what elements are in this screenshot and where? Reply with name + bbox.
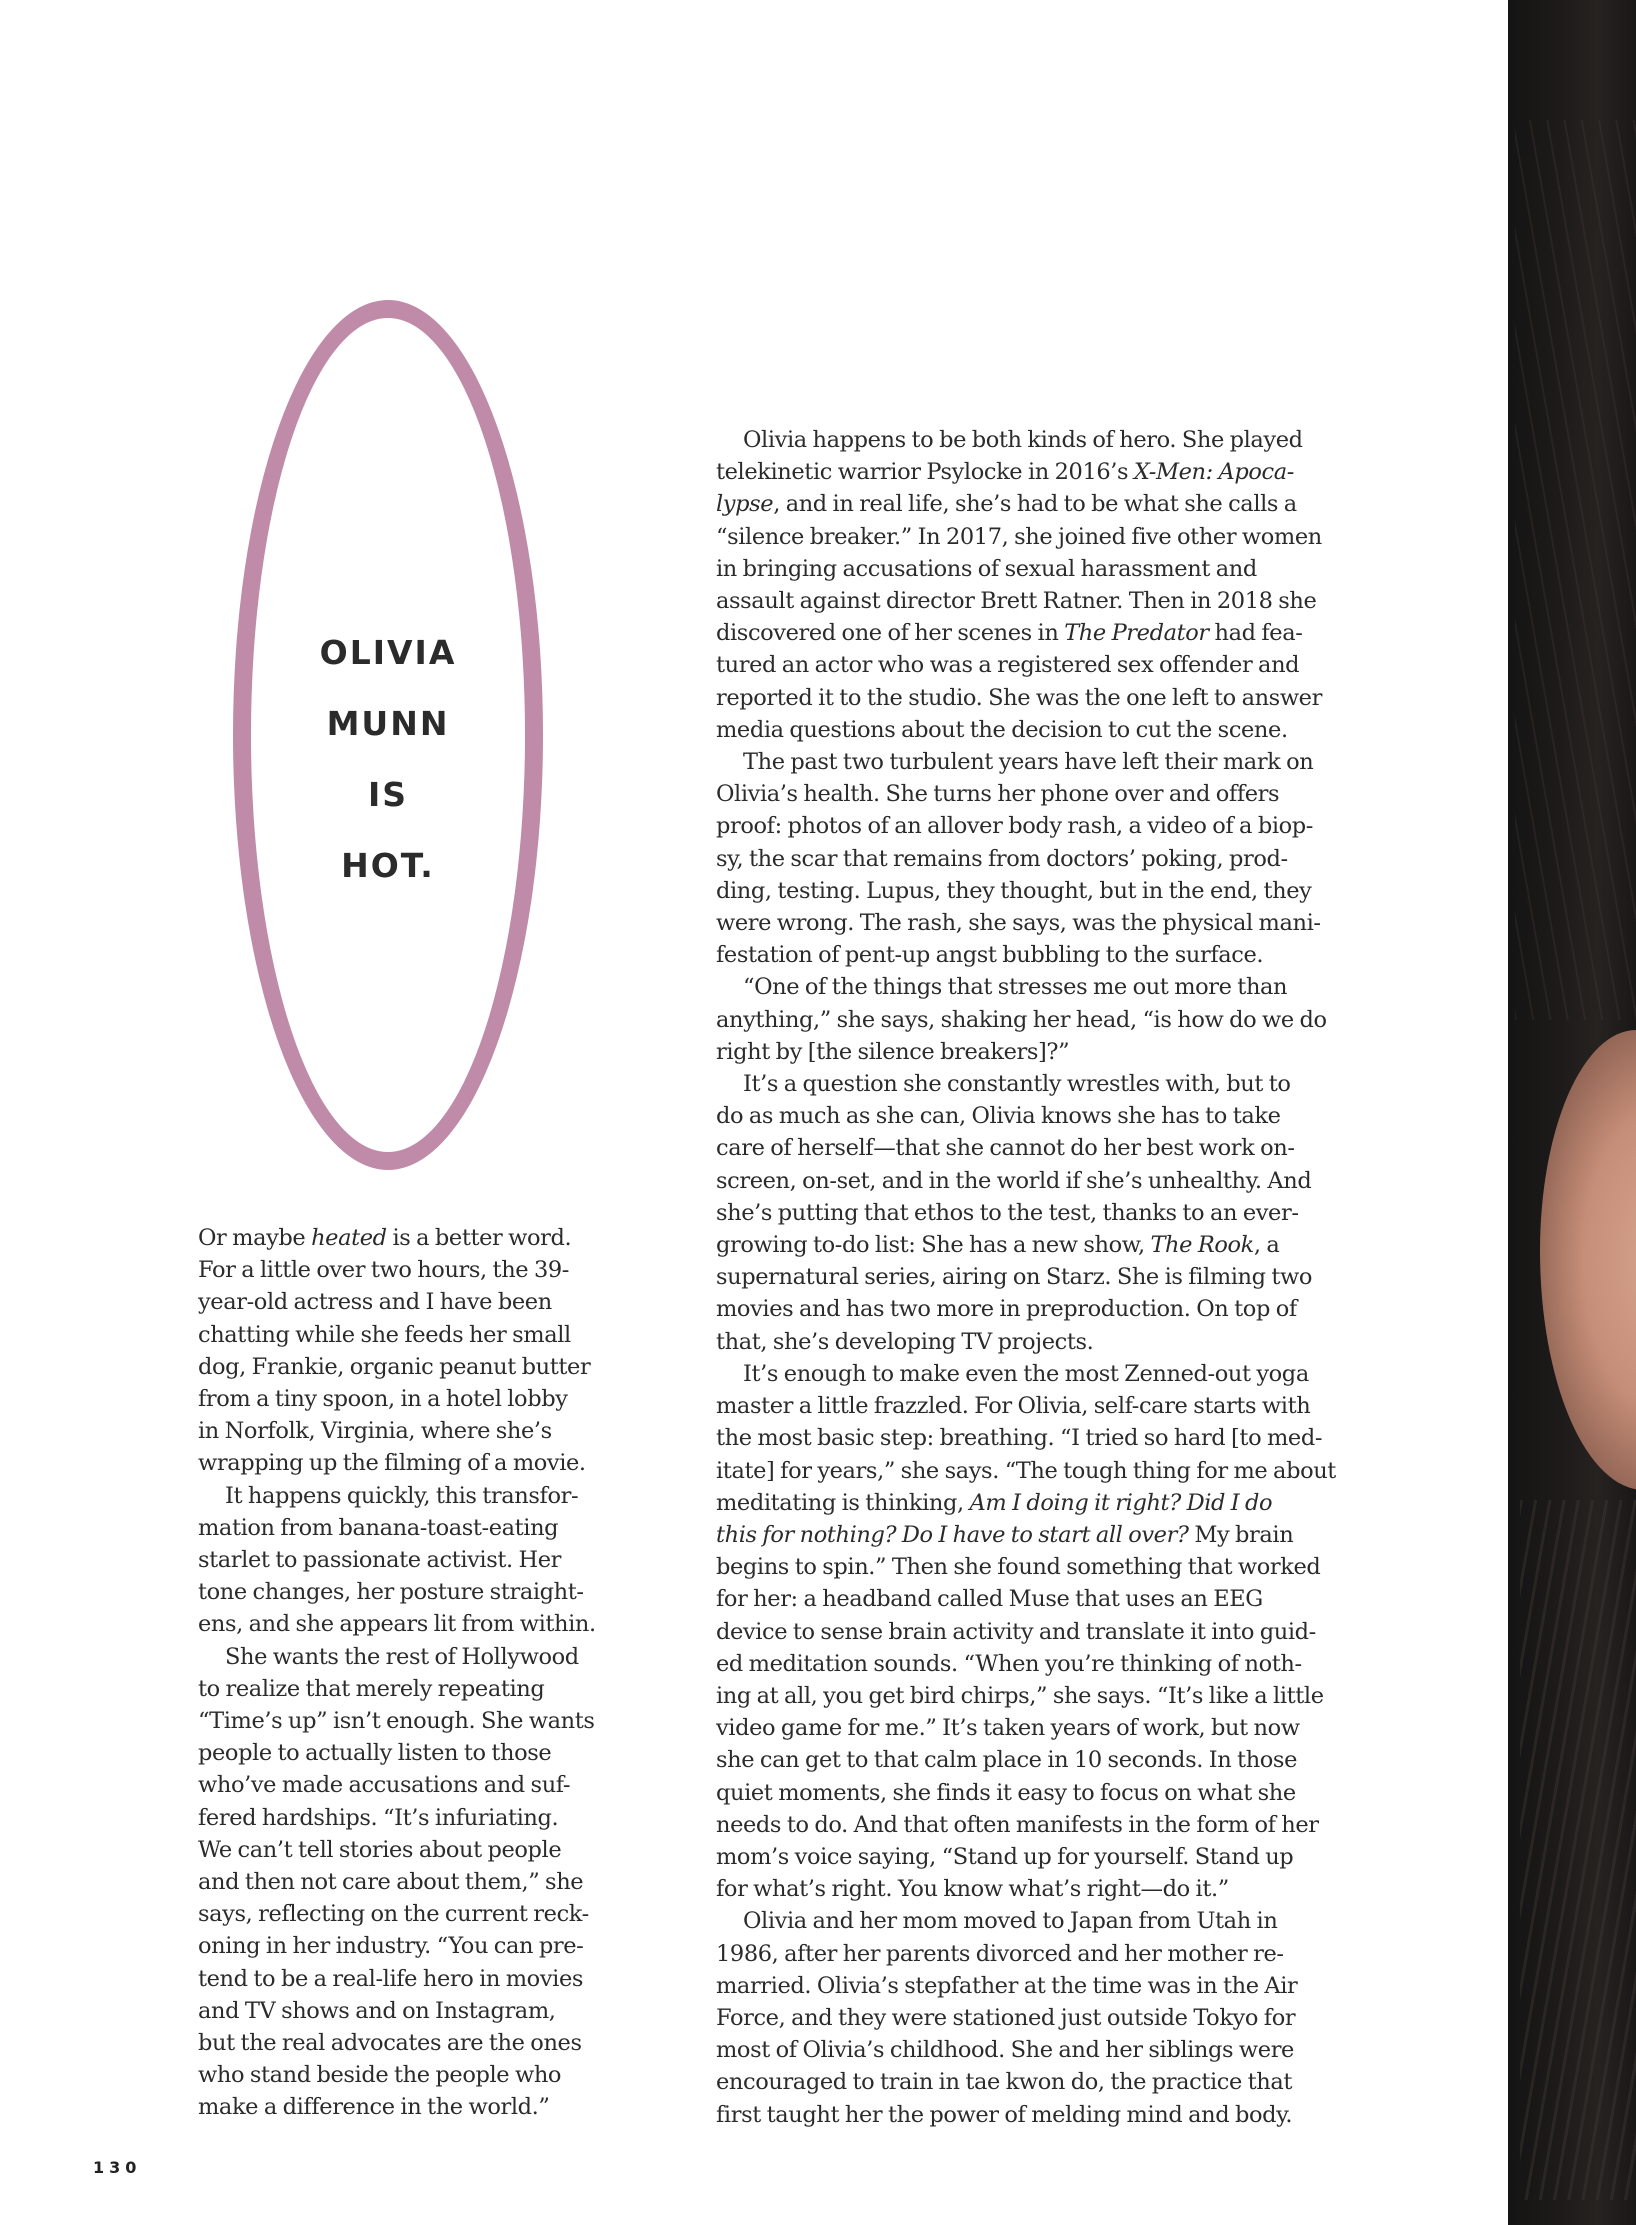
text-line: festation of pent-up angst bubbling to the surface. xyxy=(716,942,1264,969)
headline xyxy=(248,628,528,912)
text-line: and then not care about them,” she xyxy=(198,1869,584,1896)
text-line: telekinetic warrior Psylocke in 2016’s X-Men: Apoca- xyxy=(716,459,1294,486)
text-line: video game for me.” It’s taken years of work, but now xyxy=(716,1715,1300,1742)
left-paragraph-2 xyxy=(198,1480,596,1641)
text-line: for her: a headband called Muse that uses an EEG xyxy=(716,1586,1263,1613)
text-line: It happens quickly, this transfor- xyxy=(225,1482,579,1509)
text-line: she’s putting that ethos to the test, thanks to an ever- xyxy=(716,1199,1299,1226)
right-paragraph-5 xyxy=(716,1358,1336,1905)
text-line: Force, and they were stationed just outside Tokyo for xyxy=(716,2004,1296,2031)
text-line: It’s a question she constantly wrestles with, but to xyxy=(743,1071,1291,1098)
right-column xyxy=(716,424,1336,2131)
text-line: sy, the scar that remains from doctors’ poking, prod- xyxy=(716,845,1288,872)
text-line: media questions about the decision to cut the scene. xyxy=(716,716,1288,743)
text-line: needs to do. And that often manifests in the form of her xyxy=(716,1811,1319,1838)
text-line: tend to be a real-life hero in movies xyxy=(198,1965,584,1992)
text-line: most of Olivia’s childhood. She and her siblings were xyxy=(716,2037,1294,2064)
headline-line-1: OLIVIA xyxy=(319,633,457,672)
text-line: starlet to passionate activist. Her xyxy=(198,1547,562,1574)
text-line: year-old actress and I have been xyxy=(198,1289,552,1316)
text-line: who’ve made accusations and suf- xyxy=(198,1772,571,1799)
text-line: fered hardships. “It’s infuriating. xyxy=(198,1804,559,1831)
text-line: she can get to that calm place in 10 seconds. In those xyxy=(716,1747,1297,1774)
text-line: movies and has two more in preproduction. On top of xyxy=(716,1296,1297,1323)
text-line: that, she’s developing TV projects. xyxy=(716,1328,1094,1355)
text-line: care of herself—that she cannot do her best work on- xyxy=(716,1135,1295,1162)
text-line: screen, on-set, and in the world if she’s unhealthy. And xyxy=(716,1167,1312,1194)
text-line: ing at all, you get bird chirps,” she says. “It’s like a little xyxy=(716,1682,1324,1709)
text-line: were wrong. The rash, she says, was the physical mani- xyxy=(716,910,1321,937)
text-line: proof: photos of an allover body rash, a video of a biop- xyxy=(716,813,1313,840)
text-line: mation from banana-toast-eating xyxy=(198,1514,559,1541)
headline-line-3: IS xyxy=(367,775,409,814)
text-line: tured an actor who was a registered sex offender and xyxy=(716,652,1300,679)
text-line: The past two turbulent years have left their mark on xyxy=(743,749,1314,776)
text-line: master a little frazzled. For Olivia, self-care starts with xyxy=(716,1393,1311,1420)
text-line: It’s enough to make even the most Zenned-out yoga xyxy=(743,1360,1309,1387)
right-paragraph-1 xyxy=(716,424,1322,746)
text-line: meditating is thinking, Am I doing it right? Did I do xyxy=(716,1489,1273,1516)
text-line: to realize that merely repeating xyxy=(198,1675,545,1702)
left-column xyxy=(198,1222,596,2124)
text-line: in Norfolk, Virginia, where she’s xyxy=(198,1418,552,1445)
text-line: ens, and she appears lit from within. xyxy=(198,1611,596,1638)
right-paragraph-4 xyxy=(716,1068,1316,1358)
text-line: in bringing accusations of sexual harassment and xyxy=(716,555,1257,582)
text-line: “silence breaker.” In 2017, she joined five other women xyxy=(716,523,1322,550)
text-line: the most basic step: breathing. “I tried so hard [to med- xyxy=(716,1425,1323,1452)
text-line: ed meditation sounds. “When you’re thinking of noth- xyxy=(716,1650,1302,1677)
text-line: right by [the silence breakers]?” xyxy=(716,1038,1070,1065)
text-line: Or maybe heated is a better word. xyxy=(198,1225,572,1251)
text-line: says, reflecting on the current reck- xyxy=(198,1901,589,1928)
text-line: Olivia’s health. She turns her phone over and offers xyxy=(716,781,1280,808)
text-line: For a little over two hours, the 39- xyxy=(198,1257,569,1284)
text-line: wrapping up the filming of a movie. xyxy=(198,1450,586,1477)
text-line: do as much as she can, Olivia knows she has to take xyxy=(716,1103,1281,1130)
text-line: “Time’s up” isn’t enough. She wants xyxy=(198,1708,595,1735)
text-line: ding, testing. Lupus, they thought, but in the end, they xyxy=(716,877,1312,904)
text-line: mom’s voice saying, “Stand up for yourself. Stand up xyxy=(716,1843,1294,1870)
text-line: discovered one of her scenes in The Predator had fea- xyxy=(716,620,1303,647)
headline-line-2: MUNN xyxy=(326,704,450,743)
text-line: for what’s right. You know what’s right—do it.” xyxy=(716,1876,1229,1903)
text-line: Olivia and her mom moved to Japan from Utah in xyxy=(743,1908,1278,1935)
text-line: 1986, after her parents divorced and her mother re- xyxy=(716,1940,1284,1967)
text-line: lypse, and in real life, she’s had to be what she calls a xyxy=(716,491,1297,518)
text-line: first taught her the power of melding mind and body. xyxy=(716,2101,1293,2128)
right-paragraph-6 xyxy=(716,1905,1316,2130)
text-line: this for nothing? Do I have to start all over? My brain xyxy=(716,1521,1294,1548)
left-paragraph-3 xyxy=(198,1641,595,2124)
text-line: married. Olivia’s stepfather at the time was in the Air xyxy=(716,1972,1298,1999)
text-line: itate] for years,” she says. “The tough thing for me about xyxy=(716,1457,1336,1484)
page-number: 130 xyxy=(93,2158,142,2177)
text-line: device to sense brain activity and translate it into guid- xyxy=(716,1618,1316,1645)
text-line: Olivia happens to be both kinds of hero. She played xyxy=(743,427,1303,453)
text-line: oning in her industry. “You can pre- xyxy=(198,1933,584,1960)
right-paragraph-3 xyxy=(716,971,1327,1068)
headline-line-4: HOT. xyxy=(341,846,435,885)
text-line: assault against director Brett Ratner. Then in 2018 she xyxy=(716,588,1317,615)
text-line: She wants the rest of Hollywood xyxy=(225,1643,579,1670)
text-line: chatting while she feeds her small xyxy=(198,1321,571,1348)
text-line: anything,” she says, shaking her head, “is how do we do xyxy=(716,1006,1327,1033)
text-line: “One of the things that stresses me out more than xyxy=(743,974,1288,1001)
text-line: encouraged to train in tae kwon do, the practice that xyxy=(716,2069,1293,2096)
right-paragraph-2 xyxy=(716,746,1321,971)
text-line: make a difference in the world.” xyxy=(198,2094,550,2121)
text-line: supernatural series, airing on Starz. She is filming two xyxy=(716,1264,1313,1291)
hair-texture-top xyxy=(1515,120,1636,1020)
left-paragraph-1 xyxy=(198,1222,591,1480)
text-line: but the real advocates are the ones xyxy=(198,2030,582,2057)
hair-texture-bottom xyxy=(1520,1500,1636,2200)
text-line: tone changes, her posture straight- xyxy=(198,1579,584,1606)
text-line: reported it to the studio. She was the one left to answer xyxy=(716,684,1322,711)
text-line: from a tiny spoon, in a hotel lobby xyxy=(198,1386,568,1413)
text-line: dog, Frankie, organic peanut butter xyxy=(198,1353,591,1380)
text-line: begins to spin.” Then she found something that worked xyxy=(716,1554,1321,1581)
text-line: and TV shows and on Instagram, xyxy=(198,1997,556,2024)
text-line: growing to-do list: She has a new show, The Rook, a xyxy=(716,1232,1280,1259)
text-line: quiet moments, she finds it easy to focus on what she xyxy=(716,1779,1296,1806)
text-line: who stand beside the people who xyxy=(198,2062,562,2089)
text-line: We can’t tell stories about people xyxy=(198,1836,562,1863)
text-line: people to actually listen to those xyxy=(198,1740,552,1767)
